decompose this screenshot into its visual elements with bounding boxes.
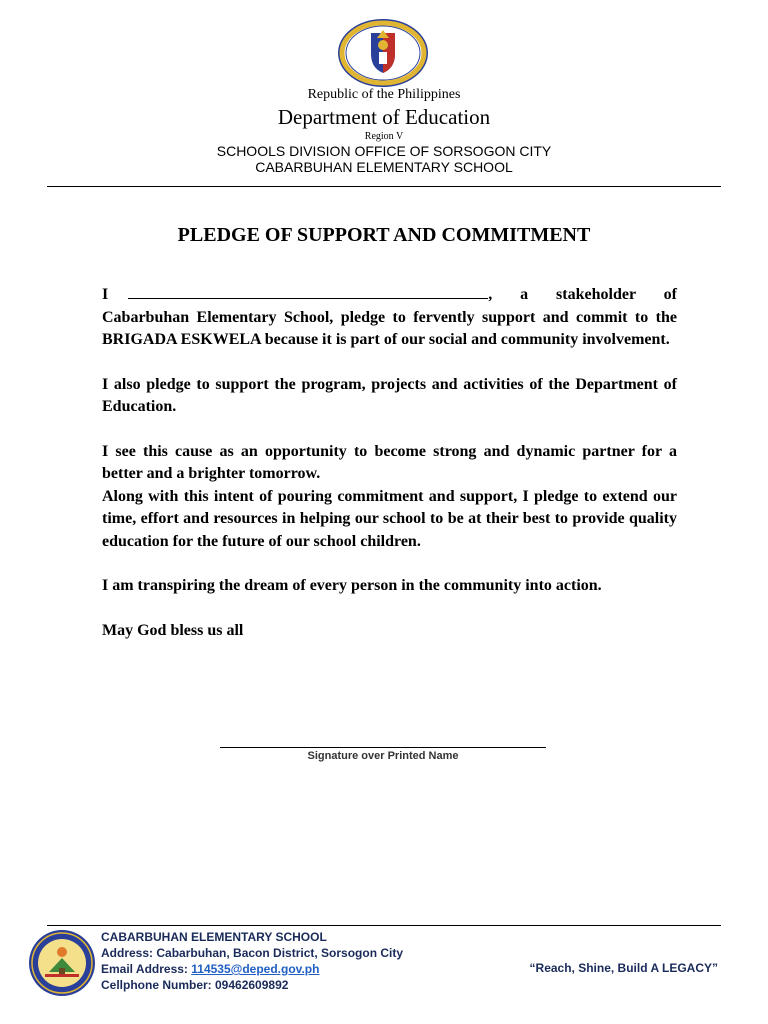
footer-email-link[interactable]: 114535@deped.gov.ph <box>191 962 320 976</box>
document-title: PLEDGE OF SUPPORT AND COMMITMENT <box>177 224 591 246</box>
pledge-paragraph-5: I am transpiring the dream of every person in the community into action. <box>102 577 602 594</box>
pledge-closing: May God bless us all <box>102 621 244 639</box>
footer-address: Address: Cabarbuhan, Bacon District, Sorsogon City <box>101 946 404 960</box>
footer-email-row <box>101 961 403 977</box>
pledge-subject: I <box>102 286 109 303</box>
school-heading: CABARBUHAN ELEMENTARY SCHOOL <box>255 159 513 175</box>
department-heading: Department of Education <box>277 105 491 129</box>
region-heading: Region V <box>364 131 404 142</box>
header-divider <box>47 186 721 187</box>
division-heading: SCHOOLS DIVISION OFFICE OF SORSOGON CITY <box>216 143 552 159</box>
footer-school-name: CABARBUHAN ELEMENTARY SCHOOL <box>101 930 327 944</box>
pledge-body <box>102 284 677 642</box>
republic-heading: Republic of the Philippines <box>307 87 461 102</box>
deped-seal-icon <box>337 18 429 88</box>
school-logo-icon <box>27 928 97 998</box>
footer-divider <box>47 925 721 926</box>
footer-email-label: Email Address: <box>101 962 192 976</box>
footer-phone: Cellphone Number: 09462609892 <box>101 978 289 992</box>
pledge-paragraph-2: I also pledge to support the program, projects and activities of the Department of Education. <box>102 375 677 415</box>
signature-label: Signature over Printed Name <box>307 750 459 762</box>
pledge-paragraph-3: I see this cause as an opportunity to become strong and dynamic partner for a better and a brighter tomorrow. <box>102 442 677 482</box>
signature-line[interactable] <box>220 747 546 748</box>
school-motto: “Reach, Shine, Build A LEGACY” <box>529 961 718 975</box>
pledge-paragraph-1-text: , a stakeholder of Cabarbuhan Elementary School, pledge to fervently support and commit to the BRIGADA ESKWELA because it is part of our social and community involvement. <box>102 286 677 348</box>
pledge-paragraph-1 <box>102 284 677 352</box>
footer-contact <box>101 929 403 993</box>
name-blank-field[interactable] <box>128 284 488 299</box>
pledge-paragraph-4: Along with this intent of pouring commitment and support, I pledge to extend our time, effort and resources in helping our school to be at their best to provide quality education for the future of our school children. <box>102 487 677 550</box>
